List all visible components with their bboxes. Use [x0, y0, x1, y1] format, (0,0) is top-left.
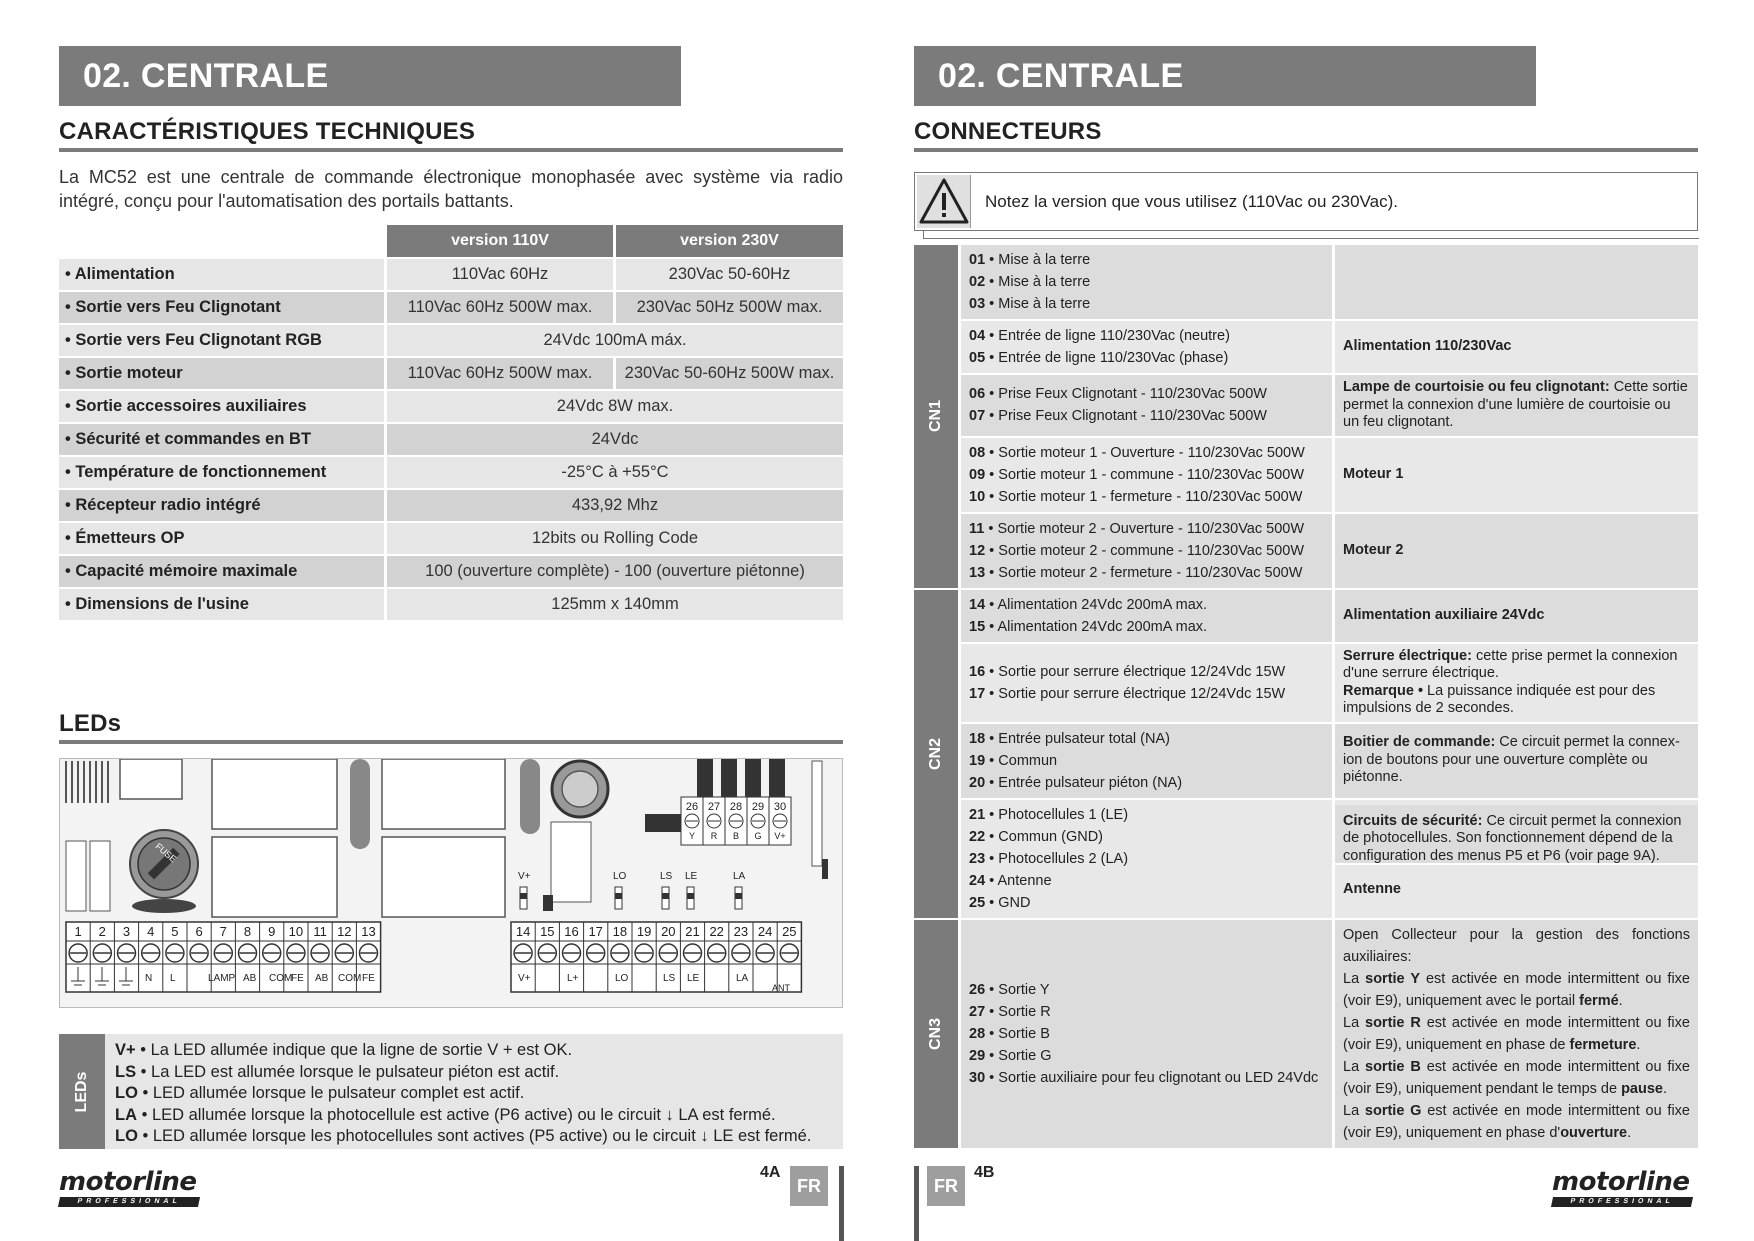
- connector-row: [914, 245, 1698, 321]
- spec-value-both: 24Vdc 8W max.: [384, 389, 843, 422]
- spec-value-both: 24Vdc: [384, 422, 843, 455]
- connector-row: [914, 590, 1698, 644]
- connector-pins: [961, 438, 1335, 514]
- connector-pins: [961, 321, 1335, 375]
- spec-value-both: 12bits ou Rolling Code: [384, 521, 843, 554]
- motorline-logo-right: [1552, 1168, 1697, 1208]
- svg-text:27: 27: [707, 801, 721, 813]
- terminal-number: 8: [243, 924, 252, 939]
- section-title-connectors: CONNECTEURS: [914, 118, 1698, 152]
- spec-value-both: 125mm x 140mm: [384, 587, 843, 620]
- terminal-number: 15: [540, 924, 555, 939]
- svg-text:LS: LS: [660, 871, 673, 882]
- pin-line: 15 • Alimentation 24Vdc 200mA max.: [969, 618, 1208, 635]
- terminal-number: 22: [709, 924, 724, 939]
- pin-line: 26 • Sortie Y: [969, 981, 1050, 998]
- pin-line: 10 • Sortie moteur 1 - fermeture - 110/230Vac 500W: [969, 488, 1303, 505]
- svg-text:V+: V+: [518, 871, 531, 882]
- led-desc: • LED allumée lorsque les photocellules sont actives (P5 active) ou le circuit ↓ LE est fermé.: [137, 1127, 812, 1145]
- svg-text:LO: LO: [613, 871, 627, 882]
- pin-line: 16 • Sortie pour serrure électrique 12/24Vdc 15W: [969, 663, 1286, 680]
- terminal-number: 10: [288, 924, 304, 939]
- pin-line: 03 • Mise à la terre: [969, 296, 1091, 312]
- svg-text:L+: L+: [567, 973, 579, 984]
- led-code: LA: [115, 1105, 137, 1124]
- terminal-number: 14: [515, 924, 531, 939]
- connector-description: [1335, 245, 1698, 321]
- pin-line: 06 • Prise Feux Clignotant - 110/230Vac 500W: [969, 386, 1267, 403]
- connectors-table: [914, 245, 1698, 1150]
- spec-value-110v: 110Vac 60Hz: [384, 257, 613, 290]
- pin-line: 13 • Sortie moteur 2 - fermeture - 110/230Vac 500W: [969, 564, 1303, 581]
- terminal-number: 21: [685, 924, 700, 939]
- spec-value-both: 433,92 Mhz: [384, 488, 843, 521]
- spec-value-110v: 110Vac 60Hz 500W max.: [384, 290, 613, 323]
- pin-line: 14 • Alimentation 24Vdc 200mA max.: [969, 596, 1208, 613]
- chapter-title-right: 02. CENTRALE: [914, 46, 1536, 106]
- terminal-number: 25: [782, 924, 797, 939]
- logo-sub: PROFESSIONAL: [1551, 1197, 1693, 1207]
- connector-group-label: CN1: [914, 245, 961, 590]
- spec-value-110v: 110Vac 60Hz 500W max.: [384, 356, 613, 389]
- pin-line: 07 • Prise Feux Clignotant - 110/230Vac 500W: [969, 408, 1267, 425]
- connector-description: Alimentation auxiliaire 24Vdc: [1335, 590, 1698, 644]
- terminal-number: 11: [313, 924, 327, 939]
- svg-text:LAMP: LAMP: [208, 973, 236, 984]
- spec-value-230v: 230Vac 50-60Hz 500W max.: [613, 356, 843, 389]
- connector-row: [914, 438, 1698, 514]
- svg-text:ANT: ANT: [772, 983, 790, 993]
- terminal-number: 16: [564, 924, 579, 939]
- svg-text:28: 28: [729, 801, 743, 813]
- spec-label: • Capacité mémoire maximale: [59, 554, 384, 587]
- terminal-number: 20: [661, 924, 676, 939]
- page-number-right: 4B: [974, 1164, 995, 1181]
- spec-label: • Récepteur radio intégré: [59, 488, 384, 521]
- page-number: 4A: [760, 1164, 781, 1181]
- svg-text:B: B: [732, 831, 740, 841]
- terminal-number: 17: [588, 924, 603, 939]
- svg-text:G: G: [754, 831, 762, 841]
- svg-text:V+: V+: [774, 831, 786, 841]
- pin-line: 20 • Entrée pulsateur piéton (NA): [969, 774, 1183, 791]
- logo-sub: PROFESSIONAL: [58, 1197, 200, 1207]
- connector-description: Boitier de commande: Ce circuit permet la connex-ion de boutons pour une ouverture complète ou piétonne.: [1335, 724, 1698, 800]
- pin-line: 21 • Photocellules 1 (LE): [969, 806, 1129, 823]
- terminal-number: 2: [98, 924, 106, 939]
- connector-row: [914, 724, 1698, 800]
- svg-text:COM: COM: [269, 973, 293, 984]
- spec-label: • Sortie moteur: [59, 356, 384, 389]
- led-code: LS: [115, 1062, 137, 1081]
- led-desc: • La LED est allumée lorsque le pulsateur piéton est actif.: [136, 1062, 560, 1081]
- svg-text:R: R: [710, 831, 718, 841]
- pin-line: 17 • Sortie pour serrure électrique 12/24Vdc 15W: [969, 685, 1286, 702]
- led-desc: • LED allumée lorsque la photocellule est active (P6 active) ou le circuit ↓ LA est fermé.: [137, 1105, 776, 1124]
- pin-line: 23 • Photocellules 2 (LA): [969, 850, 1129, 867]
- svg-text:AB: AB: [243, 973, 257, 984]
- svg-text:LO: LO: [615, 973, 629, 984]
- notice-text: Notez la version que vous utilisez (110Vac ou 230Vac).: [985, 192, 1398, 211]
- svg-text:29: 29: [751, 801, 765, 813]
- connector-group-label: CN3: [914, 920, 961, 1150]
- pin-line: 12 • Sortie moteur 2 - commune - 110/230Vac 500W: [969, 542, 1304, 559]
- led-code: V+: [115, 1041, 136, 1059]
- pin-line: 27 • Sortie R: [969, 1003, 1051, 1020]
- language-tag: FR: [790, 1166, 828, 1206]
- spec-label: • Sécurité et commandes en BT: [59, 422, 384, 455]
- connector-pins: [961, 245, 1335, 321]
- spec-label: • Sortie accessoires auxiliaires: [59, 389, 384, 422]
- svg-text:FE: FE: [362, 973, 375, 984]
- pin-line: 29 • Sortie G: [969, 1047, 1052, 1064]
- spec-label: • Sortie vers Feu Clignotant RGB: [59, 323, 384, 356]
- svg-text:L: L: [170, 973, 176, 984]
- led-side-label: LEDs: [73, 1071, 90, 1112]
- svg-text:30: 30: [773, 801, 787, 813]
- connector-description: Serrure électrique: cette prise permet la connexion d'une serrure électrique. Remarque • La puissance indiquée est pour des impulsions de 2 secondes.: [1335, 644, 1698, 724]
- section-title-leds: LEDs: [59, 710, 843, 744]
- pin-line: 30 • Sortie auxiliaire pour feu clignotant ou LED 24Vdc: [969, 1069, 1319, 1086]
- spec-value-both: -25°C à +55°C: [384, 455, 843, 488]
- svg-text:LE: LE: [685, 871, 698, 882]
- led-code: LO: [115, 1084, 138, 1102]
- svg-text:FUSE: FUSE: [153, 841, 179, 865]
- pin-line: 04 • Entrée de ligne 110/230Vac (neutre): [969, 328, 1230, 344]
- pin-line: 02 • Mise à la terre: [969, 274, 1091, 290]
- svg-text:LE: LE: [687, 973, 700, 984]
- svg-text:LA: LA: [733, 871, 746, 882]
- connector-group-label: CN2: [914, 590, 961, 920]
- svg-text:N: N: [145, 973, 153, 984]
- svg-text:FE: FE: [291, 973, 304, 984]
- connector-row: [914, 800, 1698, 920]
- spec-label: • Température de fonctionnement: [59, 455, 384, 488]
- terminal-number: 6: [195, 924, 203, 939]
- pin-line: 08 • Sortie moteur 1 - Ouverture - 110/230Vac 500W: [969, 444, 1305, 461]
- language-tag-right: FR: [927, 1166, 965, 1206]
- spec-header-110v: version 110V: [384, 225, 613, 257]
- terminal-number: 18: [612, 924, 628, 939]
- connector-description: Alimentation 110/230Vac: [1335, 321, 1698, 375]
- connector-row: [914, 514, 1698, 590]
- svg-text:LA: LA: [736, 973, 749, 984]
- pin-line: 18 • Entrée pulsateur total (NA): [969, 730, 1170, 747]
- svg-text:COM: COM: [338, 973, 362, 984]
- pin-line: 24 • Antenne: [969, 872, 1052, 889]
- connector-description: Circuits de sécurité: Ce circuit permet la connexion de photocellules. Son fonctionnement dépend de la configuration des menus P5 et P6 (voir page 9A). Antenne: [1335, 800, 1698, 920]
- pin-line: 22 • Commun (GND): [969, 828, 1104, 845]
- svg-text:26: 26: [685, 801, 699, 813]
- terminal-number: 7: [219, 924, 227, 939]
- terminal-number: 9: [268, 924, 276, 939]
- led-code: LO: [115, 1127, 138, 1145]
- led-desc: • LED allumée lorsque le pulsateur complet est actif.: [137, 1084, 525, 1102]
- connector-pins: [961, 800, 1335, 920]
- pin-line: 19 • Commun: [969, 752, 1058, 769]
- spec-label: • Alimentation: [59, 257, 384, 290]
- terminal-number: 5: [171, 924, 179, 939]
- connector-description: Open Collecteur pour la gestion des fonctions auxiliaires: La sortie Y est activée en mode intermittent ou fixe (voir E9), uniquement avec le portail fermé. La sortie R est activée en mode intermittent ou fixe (voir E9), uniquement en phase de fermeture. La sortie B est activée en mode intermittent ou fixe (voir E9), uniquement pendant le temps de pause. La sortie G est activée en mode intermittent ou fixe (voir E9), uniquement en phase d'ouverture.: [1335, 920, 1698, 1150]
- spec-label: • Émetteurs OP: [59, 521, 384, 554]
- connector-pins: [961, 644, 1335, 724]
- pin-line: 09 • Sortie moteur 1 - commune - 110/230Vac 500W: [969, 466, 1304, 483]
- terminal-number: 23: [733, 924, 749, 939]
- led-desc: • La LED allumée indique que la ligne de sortie V + est OK.: [135, 1041, 573, 1059]
- connector-description: Moteur 1: [1335, 438, 1698, 514]
- connector-pins: [961, 724, 1335, 800]
- terminal-number: 4: [147, 924, 155, 939]
- pin-line: 05 • Entrée de ligne 110/230Vac (phase): [969, 350, 1229, 366]
- connector-row: [914, 375, 1698, 438]
- spec-value-230v: 230Vac 50-60Hz: [613, 257, 843, 290]
- connector-description: Moteur 2: [1335, 514, 1698, 590]
- spec-value-230v: 230Vac 50Hz 500W max.: [613, 290, 843, 323]
- connector-pins: [961, 920, 1335, 1150]
- spec-value-both: 24Vdc 100mA máx.: [384, 323, 843, 356]
- pin-line: 11 • Sortie moteur 2 - Ouverture - 110/230Vac 500W: [969, 520, 1305, 537]
- terminal-number: 19: [636, 924, 652, 939]
- version-notice: [914, 172, 1698, 231]
- connectors-table-body: [914, 245, 1698, 1150]
- connector-description: Lampe de courtoisie ou feu clignotant: Cette sortie permet la connexion d'une lumière de courtoisie ou un feu clignotant.: [1335, 375, 1698, 438]
- svg-text:Y: Y: [688, 831, 696, 841]
- gutter-bar-right: [914, 1166, 919, 1241]
- svg-text:LS: LS: [663, 973, 676, 984]
- chapter-title: 02. CENTRALE: [59, 46, 681, 106]
- pin-line: 01 • Mise à la terre: [969, 252, 1091, 268]
- terminal-number: 12: [337, 924, 352, 939]
- logo-word: motorline: [1552, 1167, 1690, 1197]
- spec-header-230v: version 230V: [613, 225, 843, 257]
- connector-pins: [961, 375, 1335, 438]
- terminal-number: 3: [122, 924, 131, 939]
- spec-label: • Dimensions de l'usine: [59, 587, 384, 620]
- connector-row: [914, 920, 1698, 1150]
- pin-line: 28 • Sortie B: [969, 1025, 1050, 1042]
- svg-text:V+: V+: [518, 973, 531, 984]
- spec-value-both: 100 (ouverture complète) - 100 (ouverture piétonne): [384, 554, 843, 587]
- spec-label: • Sortie vers Feu Clignotant: [59, 290, 384, 323]
- terminal-number: 1: [74, 924, 82, 939]
- section-title-specs: CARACTÉRISTIQUES TECHNIQUES: [59, 118, 843, 152]
- terminal-number: 13: [361, 924, 376, 939]
- warning-icon: [917, 175, 971, 228]
- connector-row: [914, 321, 1698, 375]
- pin-line: 25 • GND: [969, 894, 1031, 911]
- connector-row: [914, 644, 1698, 724]
- logo-word: motorline: [59, 1167, 197, 1197]
- svg-text:AB: AB: [315, 973, 329, 984]
- connector-pins: [961, 590, 1335, 644]
- connector-pins: [961, 514, 1335, 590]
- intro-paragraph: La MC52 est une centrale de commande électronique monophasée avec système via radio intégré, conçu pour l'automatisation des portails battants.: [59, 167, 843, 211]
- terminal-number: 24: [757, 924, 773, 939]
